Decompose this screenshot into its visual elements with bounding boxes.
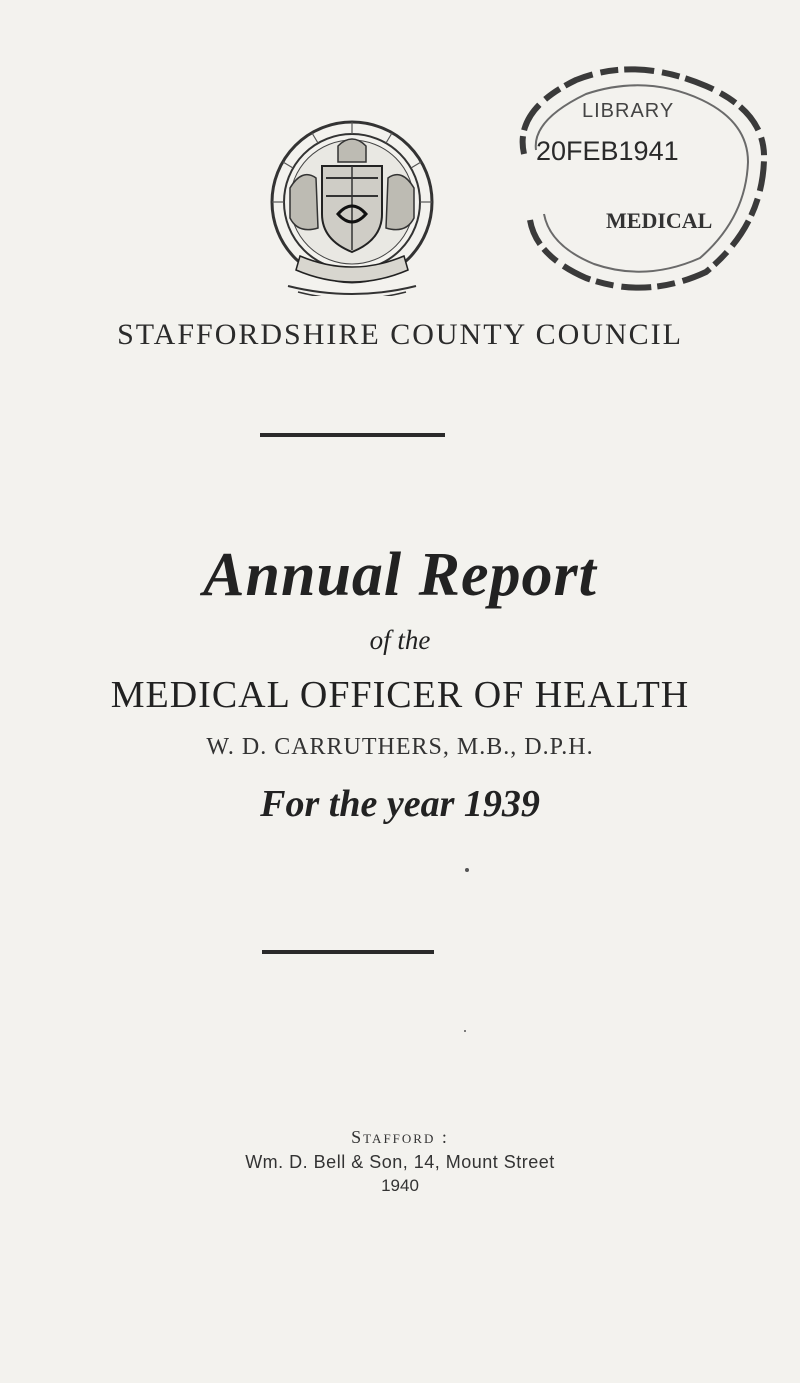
imprint-place: Stafford : [351,1127,449,1147]
stamp-library-text: LIBRARY [582,100,675,122]
imprint-date: 1940 [381,1176,419,1195]
report-author: W. D. CARRUTHERS, M.B., D.P.H. [206,734,594,760]
county-crest-logo [268,118,436,296]
paper-speck [465,868,469,872]
report-of-the: of the [369,625,431,655]
report-officer: MEDICAL OFFICER OF HEALTH [110,674,690,716]
stamp-date-text: 20FEB1941 [536,136,679,166]
council-name: STAFFORDSHIRE COUNTY COUNCIL [117,318,683,351]
bottom-divider [262,950,434,954]
library-stamp [496,50,786,300]
report-title: Annual Report [203,541,597,609]
stamp-bottom-text: MEDICAL [606,208,713,233]
top-divider [260,433,445,437]
paper-speck [464,1030,466,1032]
report-year: For the year 1939 [260,783,540,825]
imprint-printer: Wm. D. Bell & Son, 14, Mount Street [245,1152,555,1172]
